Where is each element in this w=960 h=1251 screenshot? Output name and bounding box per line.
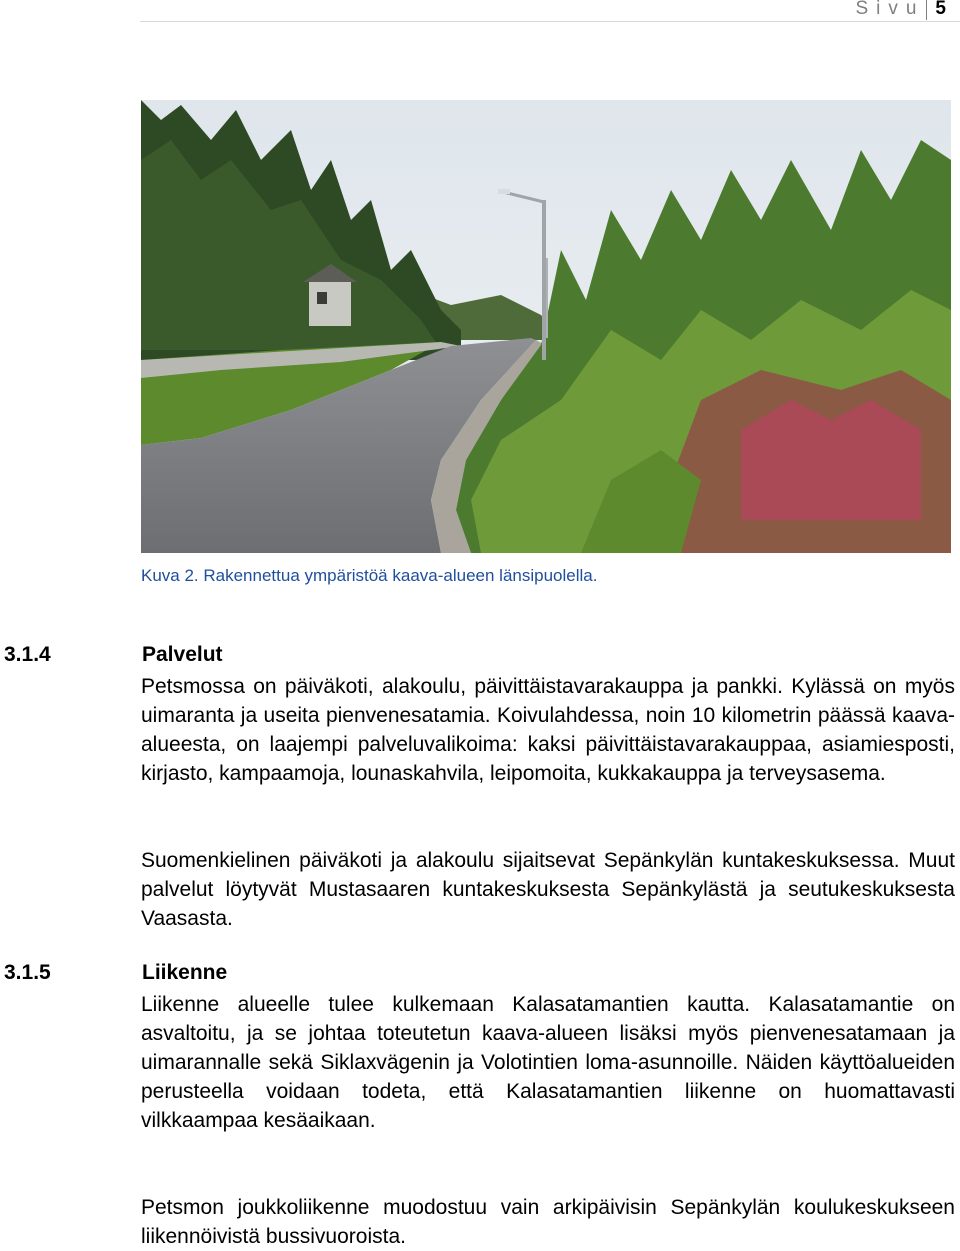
section-title: Liikenne (142, 961, 228, 984)
section-title: Palvelut (142, 643, 223, 666)
header-rule (140, 21, 960, 22)
paragraph: Liikenne alueelle tulee kulkemaan Kalasatamantien kautta. Kalasatamantie on asvaltoitu, ja se johtaa toteutetun kaava-alueen lisäksi myös pienvenesatamaan ja uimarannalle sekä Siklaxvägenin ja Volotintien loma-asunnoille. Näiden käyttöalueiden perusteella voidaan todeta, että Kalasatamantien liikenne on huomattavasti vilkkaampaa kesäaikaan. (141, 993, 955, 1132)
section-number: 3.1.4 (4, 643, 51, 666)
paragraph: Suomenkielinen päiväkoti ja alakoulu sijaitsevat Sepänkylän kuntakeskuksessa. Muut palvelut löytyvät Mustasaaren kuntakeskuksesta Sepänkylästä ja seutukeskuksesta Vaasasta. (141, 849, 955, 930)
header-divider (926, 0, 927, 20)
page-number: 5 (935, 0, 946, 19)
figure-caption: Kuva 2. Rakennettua ympäristöä kaava-alueen länsipuolella. (141, 566, 598, 585)
section-number: 3.1.5 (4, 961, 51, 984)
paragraph: Petsmossa on päiväkoti, alakoulu, päivittäistavarakauppa ja pankki. Kylässä on myös uimaranta ja useita pienvenesatamia. Koivulahdessa, noin 10 kilometrin päässä kaava-alueesta, on laajempi palveluvalikoima: kaksi päivittäistavarakauppaa, asiamiesposti, kirjasto, kampaamoja, lounaskahvila, leipomoita, kukkakauppa ja terveysasema. (141, 675, 955, 785)
section-heading-3-1-4 (4, 643, 223, 667)
page-header (855, 0, 946, 20)
section-heading-3-1-5 (4, 961, 227, 985)
paragraph: Petsmon joukkoliikenne muodostuu vain arkipäivisin Sepänkylän koulukeskukseen liikennöivistä bussivuoroista. (141, 1196, 955, 1248)
page-label: Sivu (855, 0, 925, 19)
road-photo (141, 100, 951, 553)
